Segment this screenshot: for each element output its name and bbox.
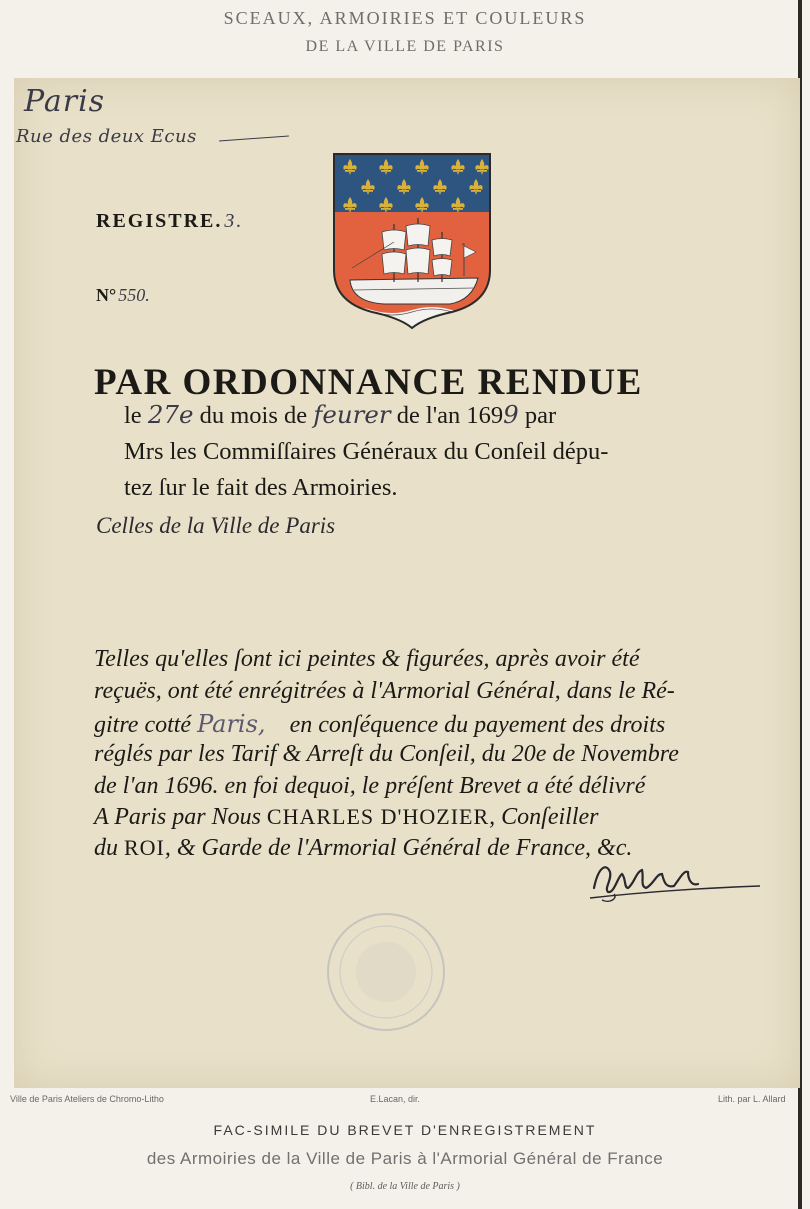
italic-line-4: réglés par les Tarif & Arreſt du Conſeil, du 20e de Novembre (94, 741, 679, 767)
italic-line-1: Telles qu'elles ſont ici peintes & figurées, après avoir été (94, 646, 640, 672)
italic-line-6c: , Conſeiller (489, 804, 599, 830)
handwritten-city: Paris (24, 84, 106, 119)
header-subtitle: DE LA VILLE DE PARIS (305, 38, 505, 55)
handwritten-year: 9 (503, 400, 519, 429)
numero-line (96, 285, 150, 306)
italic-line-3 (94, 710, 665, 739)
signature-icon (584, 848, 764, 908)
body-par: par (524, 402, 557, 429)
stamp-icon (322, 908, 450, 1036)
registre-label: REGISTRE. (96, 210, 223, 232)
document-sheet (14, 78, 800, 1088)
celles-line: Celles de la Ville de Paris (96, 513, 336, 538)
italic-line-6a: A Paris par Nous (94, 804, 261, 830)
italic-line-3b: en conſéquence du payement des droits (289, 712, 666, 738)
italic-line-2: reçuës, ont été enrégitrées à l'Armorial Général, dans le Ré- (94, 678, 675, 704)
italic-line-7a: du (94, 835, 118, 861)
caption-subtitle: des Armoiries de la Ville de Paris à l'Armorial Général de France (146, 1149, 664, 1168)
body-line-1 (124, 400, 556, 430)
credit-left: Ville de Paris Ateliers de Chromo-Litho (10, 1094, 164, 1104)
handwritten-registre-city: Paris, (197, 710, 266, 738)
registre-value: 3. (224, 210, 244, 232)
body-le: le (124, 402, 142, 429)
italic-line-7 (94, 835, 632, 862)
italic-line-6 (94, 804, 599, 831)
handwritten-day: 27e (147, 400, 194, 429)
coat-of-arms-icon (332, 152, 492, 330)
body-line-2: Mrs les Commiſſaires Généraux du Conſeil dépu- (124, 438, 609, 465)
signatory-name: CHARLES D'HOZIER (266, 804, 490, 829)
flourish-line (219, 136, 289, 142)
caption-title: FAC-SIMILE DU BREVET D'ENREGISTREMENT (213, 1122, 597, 1138)
handwritten-month: feurer (313, 400, 391, 429)
italic-line-5: de l'an 1696. en foi dequoi, le préſent Brevet a été délivré (94, 773, 646, 799)
main-heading: PAR ORDONNANCE RENDUE (94, 362, 643, 403)
header-title: SCEAUX, ARMOIRIES ET COULEURS (223, 8, 587, 28)
handwritten-street: Rue des deux Ecus (16, 126, 197, 147)
body-line-3: tez ſur le fait des Armoiries. (124, 474, 398, 501)
body-de-lan: de l'an 169 (396, 402, 504, 429)
caption-source: ( Bibl. de la Ville de Paris ) (350, 1181, 460, 1192)
body-du-mois: du mois de (199, 402, 308, 429)
credit-center: E.Lacan, dir. (370, 1094, 421, 1104)
roi-word: ROI (124, 835, 165, 860)
registre-line (96, 210, 243, 233)
italic-line-7c: , & Garde de l'Armorial Général de France, &c. (164, 835, 633, 861)
italic-line-3a: gitre cotté (94, 712, 192, 738)
numero-value: 550. (118, 285, 150, 305)
credit-right: Lith. par L. Allard (718, 1094, 786, 1104)
numero-label: N° (96, 285, 117, 305)
